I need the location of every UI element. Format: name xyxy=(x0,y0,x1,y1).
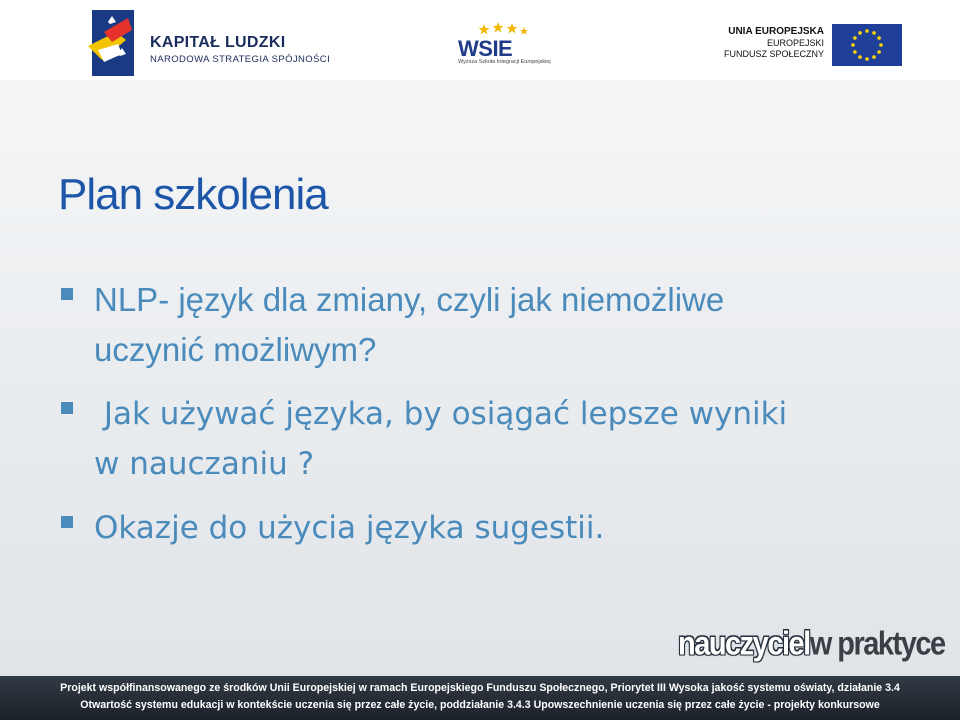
bullet-list xyxy=(58,275,898,567)
kapital-ludzki-subtitle: NARODOWA STRATEGIA SPÓJNOŚCI xyxy=(150,54,331,65)
bullet-line: w nauczaniu ? xyxy=(94,446,315,482)
nauczyciel-w-praktyce-logo xyxy=(678,626,945,664)
wsie-name: WSIE xyxy=(458,36,513,61)
bullet-text xyxy=(94,503,898,553)
bullet-text xyxy=(94,275,898,375)
kapital-ludzki-logo xyxy=(88,10,331,76)
footer-line-1: Projekt współfinansowanego ze środków Unii Europejskiej w ramach Europejskiego Funduszu Społecznego, Priorytet III Wysoka jakość systemu oświaty, działanie 3.4 xyxy=(60,682,900,694)
wsie-logo xyxy=(456,22,551,68)
kapital-ludzki-title: KAPITAŁ LUDZKI xyxy=(150,34,286,51)
eu-logo xyxy=(723,24,906,68)
bullet-line: NLP- język dla zmiany, czyli jak niemożliwe xyxy=(94,281,725,318)
slide-title: Plan szkolenia xyxy=(58,170,328,219)
bullet-item xyxy=(58,389,898,489)
eu-line-1: UNIA EUROPEJSKA xyxy=(728,26,824,37)
brand-part-1: nauczyciel xyxy=(678,625,810,663)
eu-flag-icon xyxy=(832,24,902,66)
square-bullet-icon xyxy=(61,516,73,528)
eu-line-3: FUNDUSZ SPOŁECZNY xyxy=(723,49,824,59)
brand-part-2: w praktyce xyxy=(809,625,945,663)
kapital-ludzki-logo-icon xyxy=(88,10,134,76)
bullet-item xyxy=(58,503,898,553)
bullet-line: uczynić możliwym? xyxy=(94,331,377,368)
footer-line-2: Otwartość systemu edukacji w kontekście uczenia się przez całe życie, poddziałanie 3.4.3 Upowszechnienie uczenia się przez całe życie - projekty konkursowe xyxy=(80,699,880,711)
footer xyxy=(0,676,960,720)
bullet-text xyxy=(94,389,898,489)
eu-line-2: EUROPEJSKI xyxy=(766,38,824,48)
wsie-subtitle: Wyższa Szkoła Integracji Europejskiej xyxy=(458,59,551,65)
eu-text xyxy=(724,26,824,60)
square-bullet-icon xyxy=(61,402,73,414)
bullet-line: Okazje do użycia języka sugestii. xyxy=(94,510,605,546)
bullet-line: Jak używać języka, by osiągać lepsze wyniki xyxy=(94,396,788,432)
header-logo-band xyxy=(0,0,960,80)
bullet-item xyxy=(58,275,898,375)
square-bullet-icon xyxy=(61,288,73,300)
